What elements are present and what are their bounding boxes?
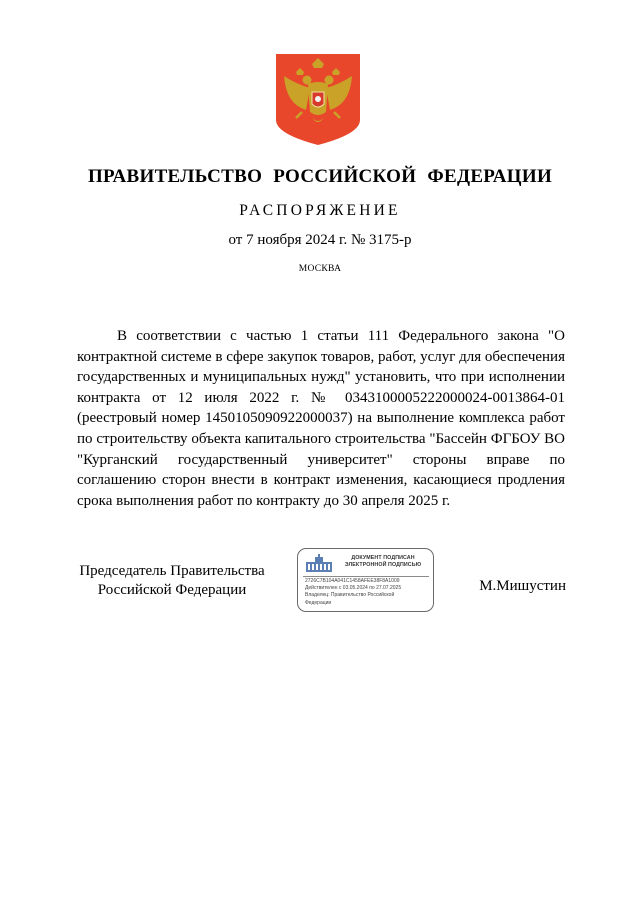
city: МОСКВА [298,264,342,274]
stamp-info [305,578,431,607]
stamp-heading-line2: ЭЛЕКТРОННОЙ ПОДПИСЬЮ [344,562,422,568]
stamp-divider [303,576,429,577]
signer-title-line1: Председатель Правительства [79,563,265,579]
signer-title [77,562,267,600]
coat-of-arms-emblem [276,54,360,145]
stamp-owner-line2: Федерации [305,599,332,606]
document-date-number: от 7 ноября 2024 г. № 3175-р [228,232,412,248]
stamp-validity: Действителен с 03.05.2024 по 27.07.2025 [305,585,402,592]
stamp-owner-line1: Владелец: Правительство Российской [305,592,395,599]
signer-name: М.Мишустин [479,578,566,594]
stamp-heading-line1: ДОКУМЕНТ ПОДПИСАН [351,555,415,561]
building-icon [304,554,334,574]
document-type: РАСПОРЯЖЕНИЕ [239,202,401,219]
signer-title-line2: Российской Федерации [97,582,247,598]
government-title: ПРАВИТЕЛЬСТВО РОССИЙСКОЙ ФЕДЕРАЦИИ [87,166,553,187]
stamp-certificate: 2726C7B104A041C1458AFEE38F8A1009 [305,578,400,584]
e-signature-stamp [297,548,434,612]
stamp-heading [336,555,430,569]
body-paragraph: В соответствии с частью 1 статьи 111 Федерального закона "О контрактной системе в сфере закупок товаров, работ, услуг для обеспечения государственных и муниципальных нужд" установить, что при исполнении контракта от 12 июля 2022 г. № 0343100005222000024-0013864-01 (реестровый номер 1450105090922000037) на выполнение комплекса работ по строительству объекта капитального строительства "Бассейн ФГБОУ ВО "Курганский государственный университет" стороны вправе по соглашению сторон внести в контракт изменения, касающиеся продления срока выполнения работ по контракту до 30 апреля 2025 г. [77,328,565,509]
